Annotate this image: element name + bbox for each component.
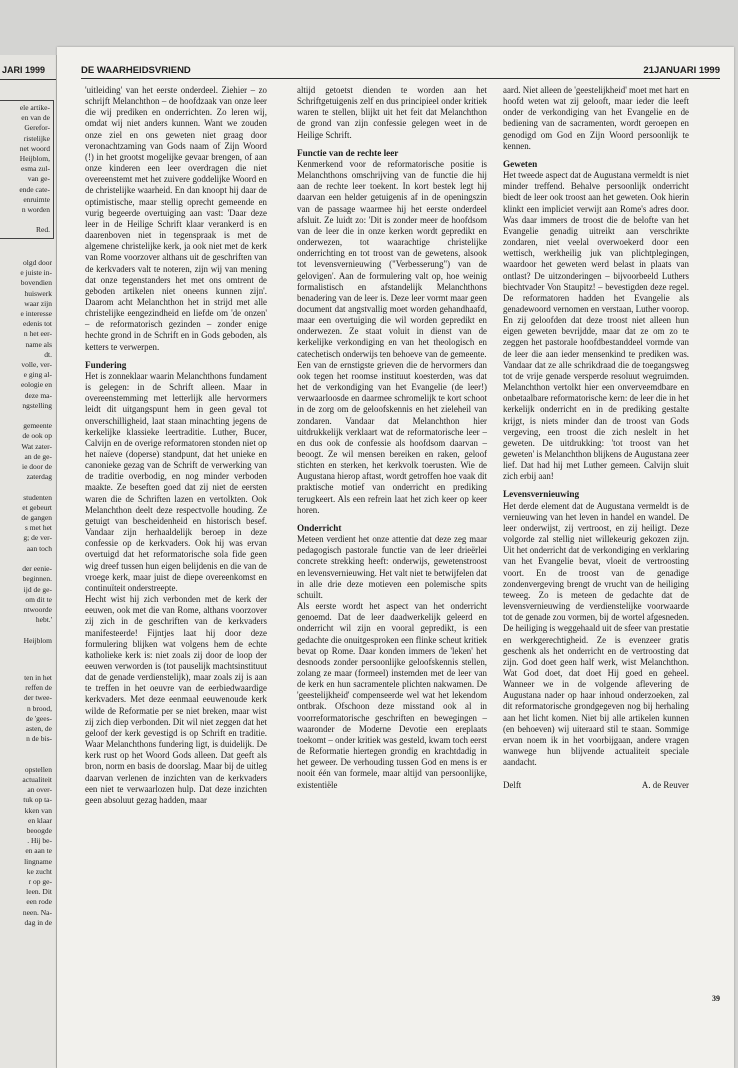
left-page-line: g; de ver- — [23, 533, 52, 543]
left-page-line: en aan te — [25, 846, 52, 856]
left-page-fragment — [0, 55, 57, 1068]
left-page-line: Gerefor- — [24, 123, 50, 133]
left-page-text-block — [0, 258, 54, 646]
paragraph: Kenmerkend voor de reformatorische positie is Melanchthons omschrijving van de functie die hij aan de rechte leer toekent. In kort bestek legt hij daarvan een helder getuigenis af in de openingszin van de passage waarmee hij het eerste onderdeel afsluit. Ze luidt zo: 'Dit is zonder meer de hoofdsom van de leer die in onze kerken wordt gepredikt en onderwezen, tot waarachtige christelijke onderrichting en tot troost van de gewetens, alsook tot levensvernieuwing ("Verbesserung") van de gelovigen'. Aan de formulering valt op, hoe weinig formalistisch en afstandelijk Melanchthons benadering van de leer is. Deze leer vormt maar geen document dat angstvallig moet worden gehandhaafd, maar een overtuiging die wil worden gepredikt en onderwezen. Ze staat voluit in dienst van de kerkelijke verkondiging en van het theologisch en catechetisch onderwijs ten behoeve van de gemeente. — [297, 158, 487, 359]
paragraph: Het is zonneklaar waarin Melanchthons fundament is gelegen: in de Schrift alleen. Maar in overeenstemming met letterlijk alle hervormers leidt dit uitgangspunt hem in geen geval tot onverschilligheid, laat staan minachting jegens de kerkelijke klassieke leertraditie. Luther, Bucer, Calvijn en de overige reformatoren stonden niet op het naïeve (doperse) standpunt, dat het unieke en canonieke gezag van de Schrift de verwerking van de traditie overbodig, en nog minder verboden maakte. Ze beseften goed dat zij niet de eersten waren die de Schriften lazen en vertolkten. Ook Melanchthon deelt deze respectvolle houding. Ze getuigt van bescheidenheid en historisch besef. Vandaar zijn herhaaldelijk beroep in deze confessie op de kerkvaders. Ook hij was ervan overtuigd dat het reformatorische sola fide geen wig dreef tussen hun eigen belijdenis en die van de vroege kerk, maar juist de diepe overeenkomst en continuïteit onderstreepte. — [85, 370, 267, 593]
left-page-line: n de bis- — [26, 734, 52, 744]
left-page-line: actualiteit — [22, 775, 52, 785]
left-page-line: ende cate- — [19, 184, 50, 194]
left-page-rule — [0, 79, 56, 80]
left-page-date: JARI 1999 — [2, 65, 46, 75]
left-page-line: waar zijn — [24, 298, 52, 308]
paragraph: altijd getoetst dienden te worden aan het Schriftgetuigenis zelf en dus principieel onder kritiek waren te stellen, blijkt uit het feit dat Melanchthon de grond van zijn confessie gelegen weet in de Heilige Schrift. — [297, 85, 487, 140]
section-heading: Onderricht — [297, 522, 342, 533]
left-page-line: ntwoorde — [23, 604, 52, 614]
left-page-line: ie door de — [22, 462, 52, 472]
left-page-line: r op ge- — [28, 877, 52, 887]
paragraph: Als eerste wordt het aspect van het onderricht genoemd. Dat de leer daadwerkelijk geleerd en onderricht wil zijn en vooral gepredikt, is een gedachte die onuitgesproken een flinke scheut kritiek bevat op Rome. Daar konden immers de 'leken' het desnoods zonder persoonlijke geloofskennis stellen, zolang ze maar (formeel) instemden met de leer van de kerk en hun sacramentele plichten nakwamen. De 'geestelijkheid' compenseerde wel wat het lekendom ontbrak. Ofschoon deze misstand ook al in voorreformatorische geschriften en bewegingen – waaronder de Moderne Devotie een ereplaats toekomt – onder kritiek was gesteld, kwam toch eerst de Reformatie hiertegen grondig en krachtdadig in het geweer. De verhouding tussen God en mens is er nooit één van formele, maar altijd van persoonlijke, existentiële — [297, 601, 487, 790]
left-page-line — [0, 554, 54, 564]
paragraph: Het tweede aspect dat de Augustana vermeldt is niet minder treffend. Behalve persoonlijk onderricht biedt de leer ook troost aan het geweten. Ook hierin klinkt een impliciet verwijt aan Rome's adres door. Was daar immers de troost die de belofte van het Evangelie genadig uitreikt aan verschrikte zondaren, niet veelal overwoekerd door een wettisch, werkheilig juk van plichtplegingen, waardoor het geweten werd belast in plaats van ontlast? De uitzonderingen – bijvoorbeeld Luthers biechtvader Von Staupitz! – bevestigden deze regel. De reformatoren hadden het Evangelie als genadewoord vernomen en verstaan, Luther voorop. En zij geloofden dat deze troost niet alleen hun eigen geweten bevrijdde, maar dat ze om zo te zeggen het pastorale hoofdbestanddeel vormde van de leer die aan ieder mensenkind te prediken was. Vandaar dat ze alle schrikdraad die de toegangsweg tot de vrije genade versperde resoluut wegruimden. Melanchthon vertolkt hier een onverveemdbare en onbetaalbare reformatorische kern: de leer die in het kerkelijk onderricht en in de prediking gestalte krijgt, is niets minder dan de troost van Gods vergeving, een troost die zich neslelt in het geweten. De uitdrukking: 'tot troost van het geweten' is Melanchthon blijkens de Augustana zeer lief. Dat had hij met Luther gemeen. Calvijn sluit zich erbij aan! — [503, 170, 689, 482]
left-page-line: Heijblom — [23, 635, 52, 645]
left-page-line: olgd door — [23, 258, 52, 267]
left-page-line: huiswerk — [24, 288, 52, 298]
paragraph: Meteen verdient het onze attentie dat deze zeg maar pedagogisch pastorale functie van de leer drieërlei concrete strekking heeft: onderwijs, gewetenstroost en levensvernieuwing. Het valt niet te betwijfelen dat in alle drie deze motieven een polemische spits schuilt. — [297, 534, 487, 600]
left-page-line: de 'gees- — [25, 713, 52, 723]
left-page-line: ngstelling — [22, 400, 52, 410]
left-page-line: studenten — [23, 492, 52, 502]
left-page-line: de ook op — [22, 431, 52, 441]
paragraph: Hecht wist hij zich verbonden met de kerk der eeuwen, ook met die van Rome, althans voorzover zij zich in de geschriften van de kerkvaders manifesteerde! Fijntjes laat hij door deze formulering blijken wat volgens hem de echte katholieke kerk is: niet zoals zij door de loop der eeuwen verworden is (tot pauselijk machtsinstituut dat de genade verdienstelijk), maar zoals zij is aan te treffen in het oeuvre van de eerbiedwaardige kerkvaders. Met deze eenmaal eeuwenoude kerk wilde de Reformatie per se niet breken, maar wist zij zich diep verbonden. Dit wil niet zeggen dat het geloof der kerk gevestigd is op Schrift en traditie. Waar Melanchthons fundering ligt, is duidelijk. De kerk rust op het Woord Gods alleen. Dat geeft als bron, norm en basis de doorslag. Maar bij de uitleg daarvan verlenen de inzichten van de kerkvaders een niet te verwaarlozen hulp. Dat deze inzichten geen absoluut gezag hadden, maar — [85, 594, 267, 805]
author-name: A. de Reuver — [641, 780, 689, 791]
section-heading: Fundering — [85, 359, 127, 370]
left-page-line — [0, 482, 54, 492]
issue-date: 21JANUARI 1999 — [643, 65, 720, 76]
left-page-line — [0, 625, 54, 635]
left-page-line: opstellen — [24, 764, 52, 774]
left-page-line: ristelijke — [23, 133, 50, 143]
article-column-3 — [503, 85, 689, 792]
left-page-line: reffen de — [25, 683, 52, 693]
left-page-line: n brood, — [27, 703, 52, 713]
left-page-line: edenis tot — [23, 319, 52, 329]
left-page-line: kken van — [24, 805, 52, 815]
left-page-line: van ge- — [27, 174, 50, 184]
paragraph: 'uitleiding' van het eerste onderdeel. Ziehier – zo schrijft Melanchthon – de hoofdzaak van onze leer die wij prediken en onderrichten. Zo leren wij, omdat wij niet anders kunnen. Want we zouden onze ziel en ons geweten niet graag door veronachtzaming van Gods naam of Zijn Woord (!) in het grootst mogelijke gevaar brengen, of aan onze kinderen een leer overdragen die niet overeenstemt met het zuivere goddelijke Woord en de christelijke waarheid. En dan knoopt hij daar de optimistische, maar stellig oprecht gemeende en vurig begeerde overtuiging aan vast: 'Daar deze leer in de Heilige Schrift klaar verankerd is en daarenboven niet in tegenspraak is met de algemene christelijke kerk, ja ook niet met de kerk van Rome voorzover althans uit de geschriften van de kerkvaders valt te noteren, zijn wij van mening dat onze tegenstanders het met ons omtrent de geboden artikelen niet oneens kunnen zijn'. Daarom acht Melanchthon het in strijd met alle christelijke eengezindheid en liefde om 'de onzen' – de reformatorisch gezinden – zonder enige hechte grond in de Schrift en in Gods geboden, als ketters te verwerpen. — [85, 85, 267, 352]
left-page-line: neen. Na- — [22, 907, 52, 917]
left-page-line: en klaar — [28, 815, 52, 825]
left-page-line — [0, 411, 54, 421]
left-page-line: Heijblom, — [19, 154, 50, 164]
left-page-line: leen. Dit — [26, 887, 52, 897]
left-page-line: om dit te — [25, 594, 52, 604]
section-heading: Geweten — [503, 158, 538, 169]
left-page-text-block-2 — [0, 673, 54, 928]
left-page-line: beginnen. — [22, 574, 52, 584]
left-page-line — [0, 215, 50, 225]
left-page-line: zaterdag — [26, 472, 52, 482]
left-page-line: volle, ver- — [21, 360, 52, 370]
left-page-line: an de ge- — [24, 451, 52, 461]
left-page-line: en van de — [21, 113, 50, 123]
left-page-line: name als — [25, 339, 52, 349]
paragraph: aard. Niet alleen de 'geestelijkheid' moet met hart en hoofd weten wat zij gelooft, maar ieder die leeft onder de verkondiging van het Evangelie en de bediening van de sacramenten, wordt geroepen en genodigd om God en Zijn Woord persoonlijk te kennen. — [503, 85, 689, 151]
article-column-2 — [297, 85, 487, 791]
left-page-line: hebt.' — [35, 615, 52, 625]
left-page-line: n worden — [21, 205, 50, 215]
header-rule — [81, 78, 720, 79]
left-page-line: eologie en — [20, 380, 52, 390]
left-page-line: n het eer- — [23, 329, 52, 339]
left-page-boxed-note — [0, 100, 54, 239]
left-page-line — [0, 744, 54, 754]
left-page-line: Red. — [36, 225, 50, 235]
left-page-line: dag in de — [24, 917, 52, 927]
left-page-line: ele artike- — [19, 103, 50, 112]
newspaper-page — [57, 47, 734, 1068]
section-heading: Levensvernieuwing — [503, 489, 580, 500]
left-page-line: e ging al- — [23, 370, 52, 380]
left-page-line: an over- — [27, 785, 52, 795]
left-page-line: net woord — [19, 143, 50, 153]
left-page-line: . Hij be- — [27, 836, 52, 846]
left-page-line: asten, de — [25, 724, 52, 734]
paragraph: Een van de ernstigste grieven die de hervormers dan ook tegen het roomse instituut koesterden, was dat het de verkondiging van het Evangelie (de leer!) verwaarloosde en daarmee schromelijk te kort schoot in de zorg om de geloofskennis en het zieleheil van zondaren. Vandaar dat Melanchthon hier uitdrukkelijk verklaart wat de reformatorische leer – en dus ook de confessie als hoofdsom daarvan – beoogt. Ze wil mensen bereiken en raken, geloof stichten en sterken, het kerkvolk toerusten. Wie de Augustana hierop aftast, wordt getroffen hoe vaak dit praktische motief van onderricht en prediking terugkeert. Als een refrein laat het zich keer op keer horen. — [297, 359, 487, 515]
left-page-line: e juiste in- — [20, 268, 52, 278]
left-page-line: ten in het — [24, 673, 52, 682]
left-page-line: beoogde — [26, 826, 52, 836]
left-page-line: s met het — [24, 523, 52, 533]
left-page-line: bovendien — [20, 278, 52, 288]
left-page-line: tuk op ta- — [23, 795, 52, 805]
left-page-line — [0, 755, 54, 765]
paragraph: Het derde element dat de Augustana vermeldt is de vernieuwing van het leven in handel en wandel. De leer onderwijst, zij vertroost, en zij heiligt. Deze volgorde zal stellig niet willekeurig gekozen zijn. Uit het onderricht dat de verkondiging en verklaring van het Evangelie bevat, vloeit de vertroosting voort. En de troost van de genadige zondenvergeving brengt de vrucht van de heiliging teweeg. Zo is meteen de gedachte dat de levensvernieuwing de verdienstelijke voorwaarde tot de genade zou vormen, bij de wortel afgesneden. De heiliging is weggehaald uit de sfeer van prestatie en werkgerechtigheid. Ze is evenzeer gratis geschenk als het onderricht en de vertroosting dat zijn. God doet geen half werk, wist Melanchthon. Wat God doet, dat doet Hij goed en geheel. Wanneer we in de volgende aflevering de Augustana nader op haar inhoud onderzoeken, zal dit reformatorische grondgegeven nog bij herhaling aan het licht komen. Niet bij alle artikelen kunnen (en behoeven) wij uiteraard stil te staan. Sommige ervan noem ik in het voorbijgaan, andere vragen wanwege hun blijvende actualiteit speciale aandacht. — [503, 500, 689, 768]
left-page-line: gemeente — [23, 421, 52, 431]
left-page-line: esma zul- — [21, 164, 50, 174]
signature-line — [503, 780, 689, 791]
left-page-line: et gebeurt — [22, 502, 52, 512]
left-page-line: ijd de ge- — [23, 584, 52, 594]
left-page-line: der eenie- — [22, 564, 52, 574]
left-page-line: lingname — [24, 856, 52, 866]
left-page-line: aan toch — [26, 543, 52, 553]
place: Delft — [503, 780, 522, 791]
left-page-line: deze ma- — [24, 390, 52, 400]
page-header — [81, 65, 720, 79]
left-page-line: dt. — [44, 349, 52, 359]
left-page-line: een rode — [26, 897, 52, 907]
left-page-line: Wat zater- — [21, 441, 52, 451]
left-page-line: ke zucht — [26, 866, 52, 876]
left-page-line: der twee- — [23, 693, 52, 703]
left-page-line: de gangen — [21, 513, 52, 523]
page-number: 39 — [712, 994, 720, 1003]
article-column-1 — [85, 85, 267, 806]
left-page-line: e interesse — [20, 309, 52, 319]
publication-name: DE WAARHEIDSVRIEND — [81, 65, 191, 76]
section-heading: Functie van de rechte leer — [297, 147, 399, 158]
left-page-line: enruimte — [23, 194, 50, 204]
